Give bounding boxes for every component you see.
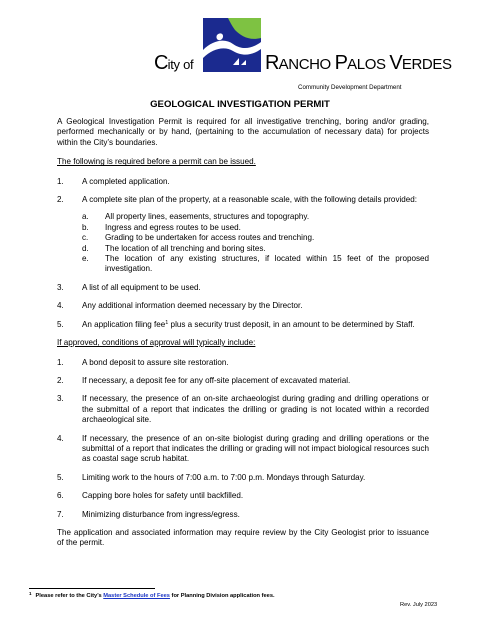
- sub-letter: e.: [82, 254, 89, 264]
- condition-item: [57, 394, 429, 425]
- item-text: Limiting work to the hours of 7:00 a.m. to 7:00 p.m. Mondays through Saturday.: [82, 472, 366, 482]
- revision-date: Rev. July 2023: [400, 602, 438, 608]
- condition-item: [57, 434, 429, 465]
- item-number: 3.: [57, 394, 64, 404]
- city-logo: [203, 18, 261, 72]
- sub-text: All property lines, easements, structures and topography.: [105, 212, 310, 222]
- sub-item: [82, 244, 429, 254]
- item-number: 1.: [57, 176, 64, 186]
- conditions-heading: If approved, conditions of approval will typically include:: [57, 338, 256, 348]
- item-number: 2.: [57, 375, 64, 385]
- condition-item: [57, 376, 429, 386]
- sub-text: The location of all trenching and boring sites.: [105, 243, 266, 253]
- item-number: 4.: [57, 301, 64, 311]
- item-number: 3.: [57, 282, 64, 292]
- item-number: 5.: [57, 472, 64, 482]
- condition-item: [57, 510, 429, 520]
- sub-list: [82, 212, 429, 274]
- sub-text: Grading to be undertaken for access routes and trenching.: [105, 233, 315, 243]
- document-body: [57, 117, 429, 549]
- intro-paragraph: A Geological Investigation Permit is required for all investigative trenching, boring and/or grading, performed mechanically or by hand, (pertaining to the accumulation of necessary data) for projects within the City’s boundaries.: [57, 117, 429, 147]
- sub-letter: c.: [82, 233, 89, 243]
- item-text: An application filing fee$^1$ plus a security trust deposit, in an amount to be determined by Staff.: [82, 319, 415, 329]
- item-text: If necessary, the presence of an on-site archaeologist during grading and drilling operations or the submittal of a report that indicates the drilling or grading is not located within a recorded archaeological site.: [82, 394, 429, 425]
- condition-item: [57, 358, 429, 368]
- city-wordmark: City of: [154, 52, 194, 74]
- sub-item: [82, 233, 429, 243]
- rancho-palos-verdes-wordmark: RANCHO PALOS VERDES: [265, 52, 452, 74]
- footnote-number: 1: [29, 591, 32, 596]
- condition-item: [57, 473, 429, 483]
- list-item: [57, 320, 429, 330]
- item-text: Capping bore holes for safety until backfilled.: [82, 491, 244, 501]
- item-number: 1.: [57, 357, 64, 367]
- item-number: 6.: [57, 491, 64, 501]
- sub-text: Ingress and egress routes to be used.: [105, 222, 241, 232]
- item-text: If necessary, a deposit fee for any off-site placement of excavated material.: [82, 375, 351, 385]
- list-item: [57, 301, 429, 311]
- sub-letter: d.: [82, 243, 89, 253]
- item-body: [82, 195, 429, 275]
- item-number: 5.: [57, 319, 64, 329]
- footnote-marker: 1: [165, 319, 169, 326]
- required-heading: The following is required before a permit can be issued.: [57, 157, 256, 167]
- item-number: 4.: [57, 433, 64, 443]
- letterhead: [0, 0, 480, 100]
- item-text: A complete site plan of the property, at a reasonable scale, with the following details provided:: [82, 195, 418, 205]
- list-item: [57, 177, 429, 187]
- sub-letter: b.: [82, 222, 89, 232]
- item-text: A bond deposit to assure site restoration.: [82, 357, 229, 367]
- footnote-divider: [29, 588, 155, 589]
- condition-item: [57, 491, 429, 501]
- master-schedule-of-fees-link[interactable]: Master Schedule of Fees: [103, 593, 170, 599]
- item-text: Any additional information deemed necessary by the Director.: [82, 301, 303, 311]
- list-item: [57, 283, 429, 293]
- item-text: Minimizing disturbance from ingress/egress.: [82, 509, 240, 519]
- item-number: 2.: [57, 195, 64, 205]
- item-text: A list of all equipment to be used.: [82, 282, 201, 292]
- sub-item: [82, 223, 429, 233]
- list-item: [57, 195, 429, 275]
- document-title: GEOLOGICAL INVESTIGATION PERMIT: [150, 99, 330, 110]
- sub-letter: a.: [82, 212, 89, 222]
- sub-text: The location of any existing structures, if located within 15 feet of the proposed investigation.: [105, 254, 429, 274]
- item-text: A completed application.: [82, 176, 170, 186]
- item-number: 7.: [57, 509, 64, 519]
- sub-item: [82, 212, 429, 222]
- sub-item: [82, 254, 429, 275]
- footnote: $^1$ Please refer to the City’s Master Schedule of Fees for Planning Division application fees.: [29, 591, 275, 599]
- department-name: Community Development Department: [298, 84, 402, 91]
- closing-paragraph: The application and associated information may require review by the City Geologist prior to issuance of the permit.: [57, 527, 429, 548]
- item-text: If necessary, the presence of an on-site biologist during grading and drilling operations or the submittal of a report that indicates the drilling or grading will not impact biological resources such as coastal sage scrub habitat.: [82, 433, 429, 464]
